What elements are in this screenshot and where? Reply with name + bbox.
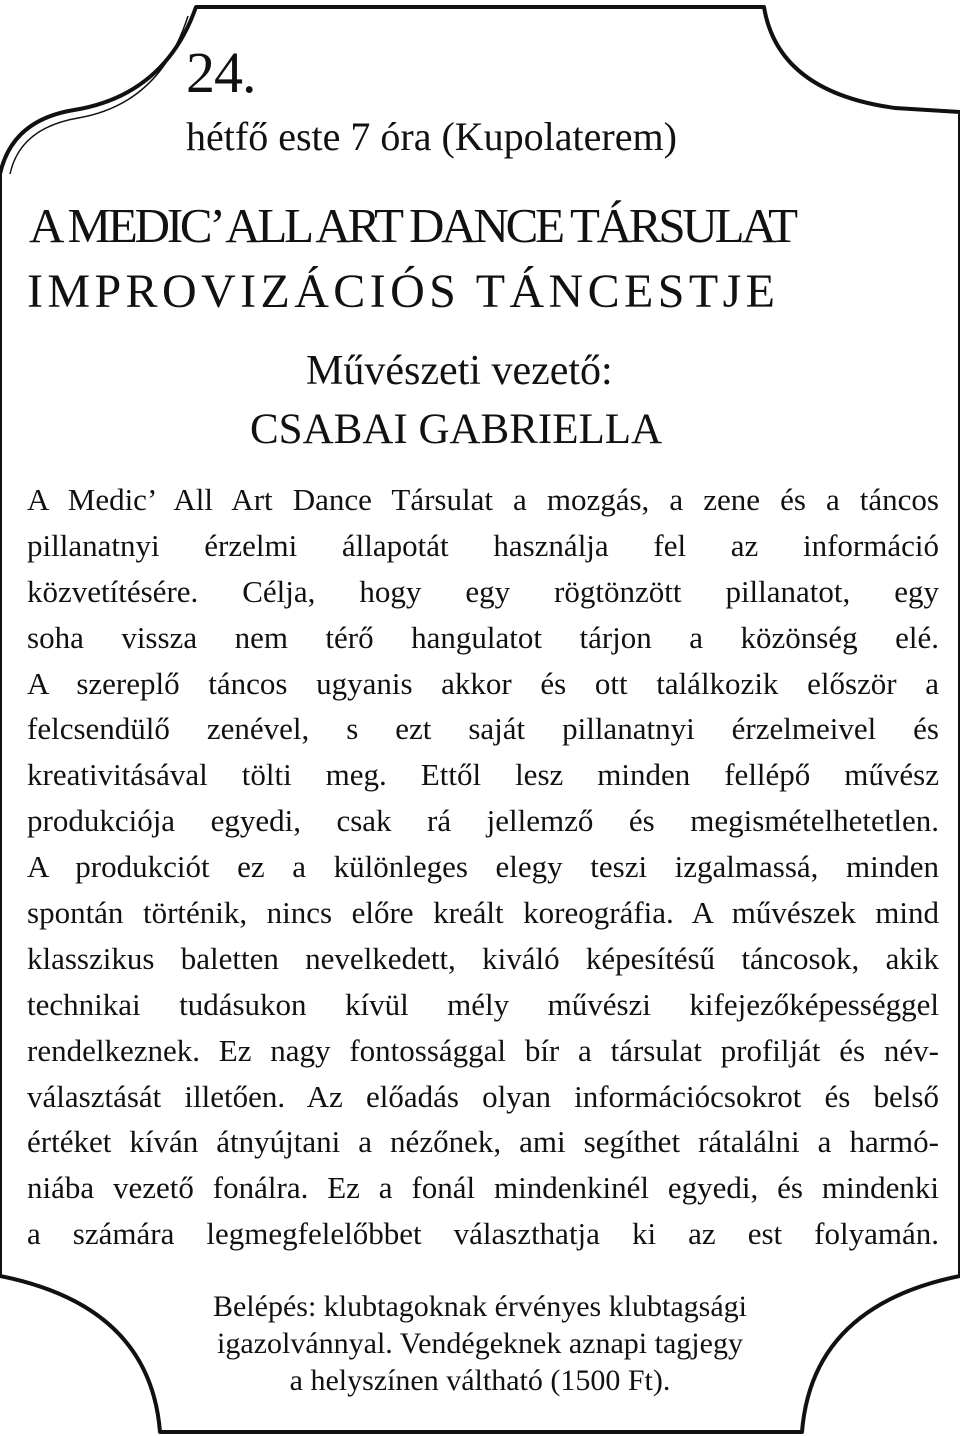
description-line: klasszikus baletten nevelkedett, kiváló képesítésű táncosok, akik	[27, 940, 939, 976]
event-title-line-1: A MEDIC’ ALL ART DANCE TÁRSULAT	[29, 198, 795, 253]
description-line: produkciója egyedi, csak rá jellemző és megismételhetetlen.	[27, 803, 939, 839]
description-line: A Medic’ All Art Dance Társulat a mozgás, a zene és a táncos	[27, 482, 939, 517]
event-time: hétfő este 7 óra (Kupolaterem)	[186, 114, 677, 159]
event-number: 24.	[186, 40, 256, 105]
description-line: a számára legmegfelelőbbet választhatja ki az est folyamán.	[27, 1216, 939, 1252]
description-line: választását illetően. Az előadás olyan információcsokrot és belső	[27, 1078, 939, 1114]
description-line: rendelkeznek. Ez nagy fontossággal bír a társulat profilját és név-	[27, 1032, 939, 1068]
description-line: pillanatnyi érzelmi állapotát használja fel az információ	[27, 527, 939, 563]
admission-line: a helyszínen váltható (1500 Ft).	[289, 1364, 671, 1397]
admission-line: igazolvánnyal. Vendégeknek aznapi tagjegy	[217, 1327, 743, 1360]
description-line: közvetítésére. Célja, hogy egy rögtönzött pillanatot, egy	[27, 573, 939, 609]
event-title-line-2: IMPROVIZÁCIÓS TÁNCESTJE	[27, 265, 780, 318]
admission-info	[120, 1288, 840, 1399]
description-line: A szereplő táncos ugyanis akkor és ott találkozik először a	[27, 665, 939, 701]
description-line: A produkciót ez a különleges elegy teszi izgalmassá, minden	[27, 849, 939, 885]
description-line: technikai tudásukon kívül mély művészi kifejezőképességgel	[27, 986, 939, 1022]
description-line: soha vissza nem térő hangulatot tárjon a közönség elé.	[27, 619, 939, 655]
description-line: értéket kíván átnyújtani a nézőnek, ami segíthet rátalálni a harmó-	[27, 1124, 939, 1160]
description-paragraph	[27, 478, 939, 1258]
admission-line: Belépés: klubtagoknak érvényes klubtagsági	[212, 1290, 748, 1323]
description-line: kreativitásával tölti meg. Ettől lesz minden fellépő művész	[27, 757, 939, 793]
description-line: niába vezető fonálra. Ez a fonál mindenkinél egyedi, és mindenki	[27, 1170, 939, 1206]
description-line: felcsendülő zenével, s ezt saját pillanatnyi érzelmeivel és	[27, 711, 939, 747]
artistic-director-label: Művészeti vezető:	[306, 348, 613, 394]
artistic-director-name: CSABAI GABRIELLA	[250, 406, 663, 453]
description-line: spontán történik, nincs előre kreált koreográfia. A művészek mind	[27, 895, 939, 931]
